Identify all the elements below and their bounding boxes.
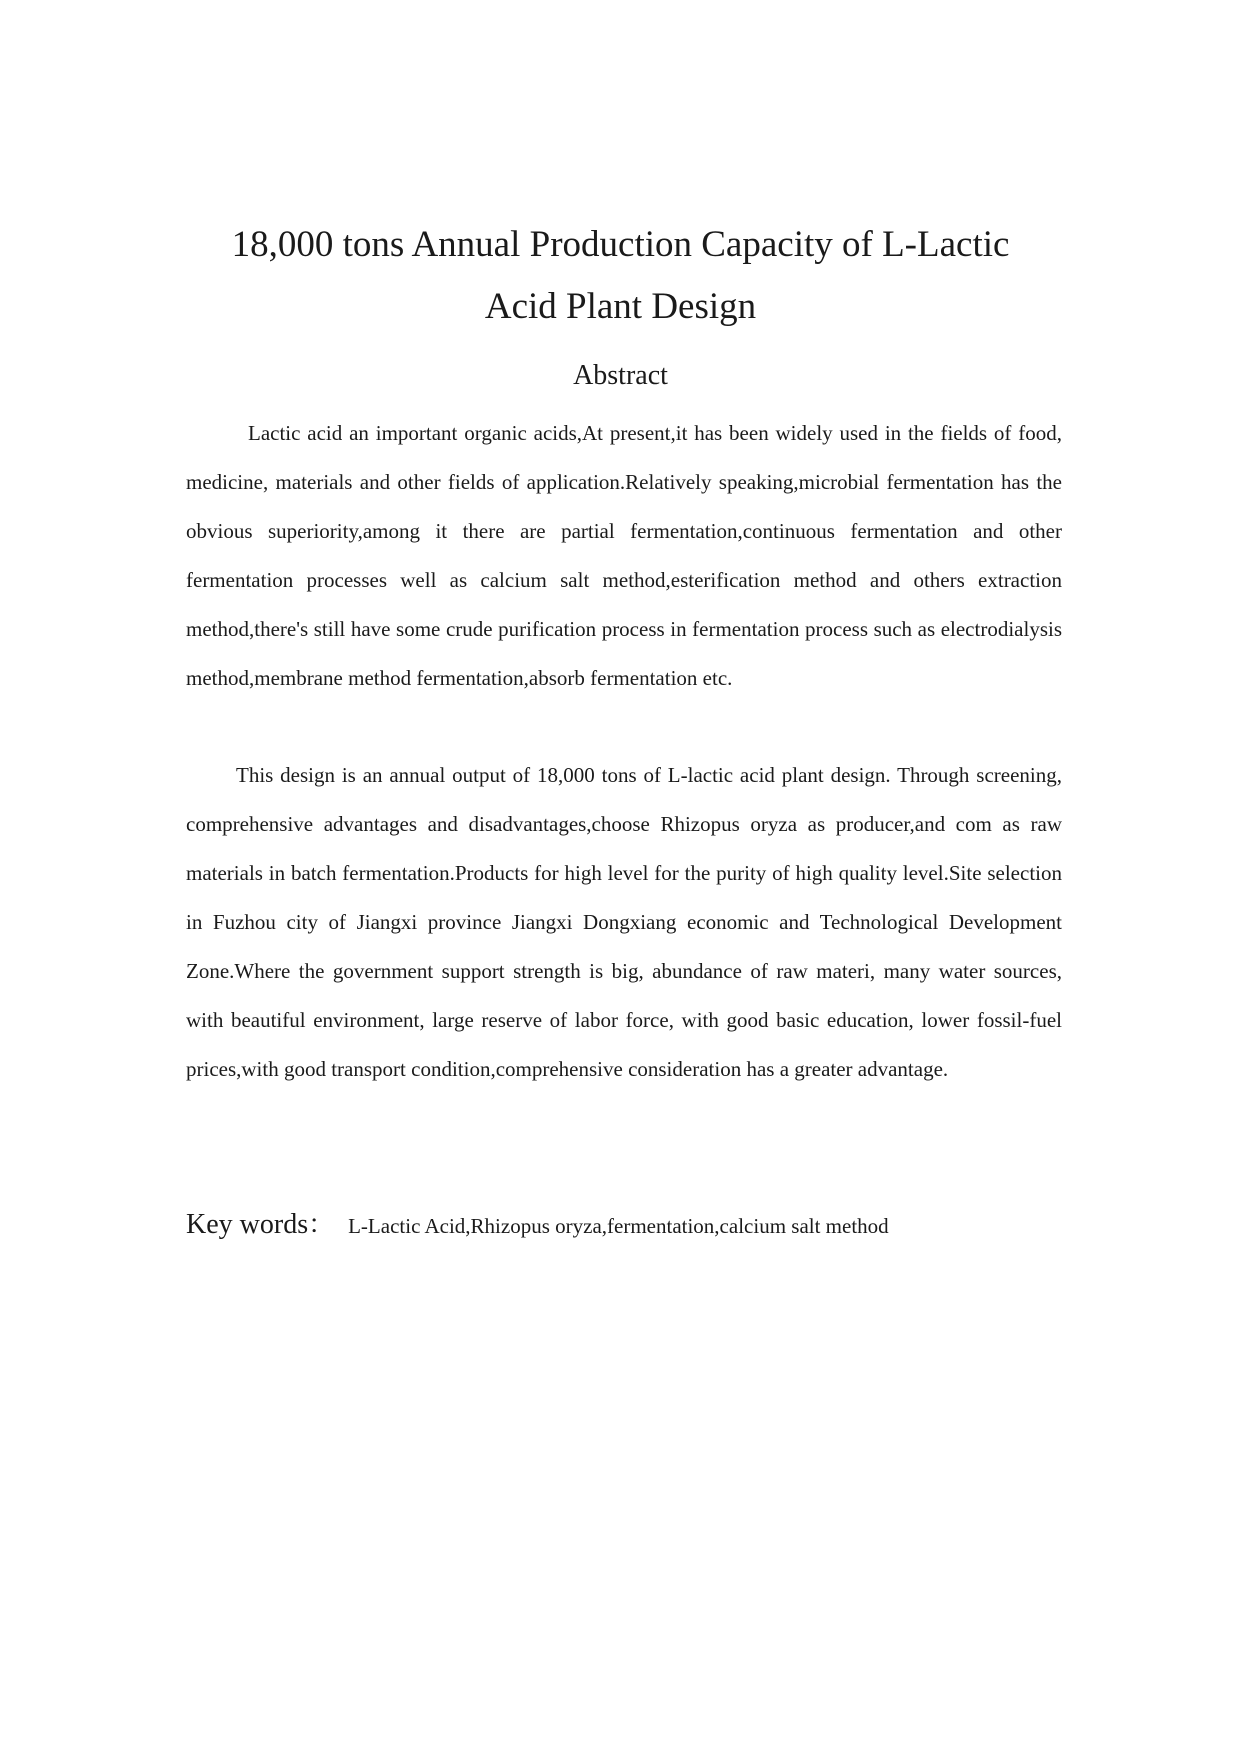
abstract-paragraph-1: Lactic acid an important organic acids,At present,it has been widely used in the fields of food, medicine, materials and other fields of application.Relatively speaking,microbial fermentation has the obvious superiority,among it there are partial fermentation,continuous fermentation and other fermentation processes well as calcium salt method,esterification method and others extraction method,there's still have some crude purification process in fermentation process such as electrodialysis method,membrane method fermentation,absorb fermentation etc. xyxy=(186,421,1062,690)
keywords-label: Key words xyxy=(186,1209,309,1240)
abstract-heading: Abstract xyxy=(573,360,668,391)
keywords-colon: ： xyxy=(308,1210,335,1239)
title-line-1: 18,000 tons Annual Production Capacity of L-Lactic xyxy=(231,224,1010,265)
title-line-2: Acid Plant Design xyxy=(484,286,757,327)
abstract-paragraph-2: This design is an annual output of 18,000 tons of L-lactic acid plant design. Through screening, comprehensive advantages and disadvantages,choose Rhizopus oryza as producer,and com as raw materials in batch fermentation.Products for high level for the purity of high quality level.Site selection in Fuzhou city of Jiangxi province Jiangxi Dongxiang economic and Technological Development Zone.Where the government support strength is big, abundance of raw materi, many water sources, with beautiful environment, large reserve of labor force, with good basic education, lower fossil-fuel prices,with good transport condition,comprehensive consideration has a greater advantage. xyxy=(186,763,1062,1081)
keywords-line xyxy=(186,1201,1062,1253)
keywords-values: L-Lactic Acid,Rhizopus oryza,fermentation,calcium salt method xyxy=(348,1214,889,1238)
document-title xyxy=(180,214,1061,338)
